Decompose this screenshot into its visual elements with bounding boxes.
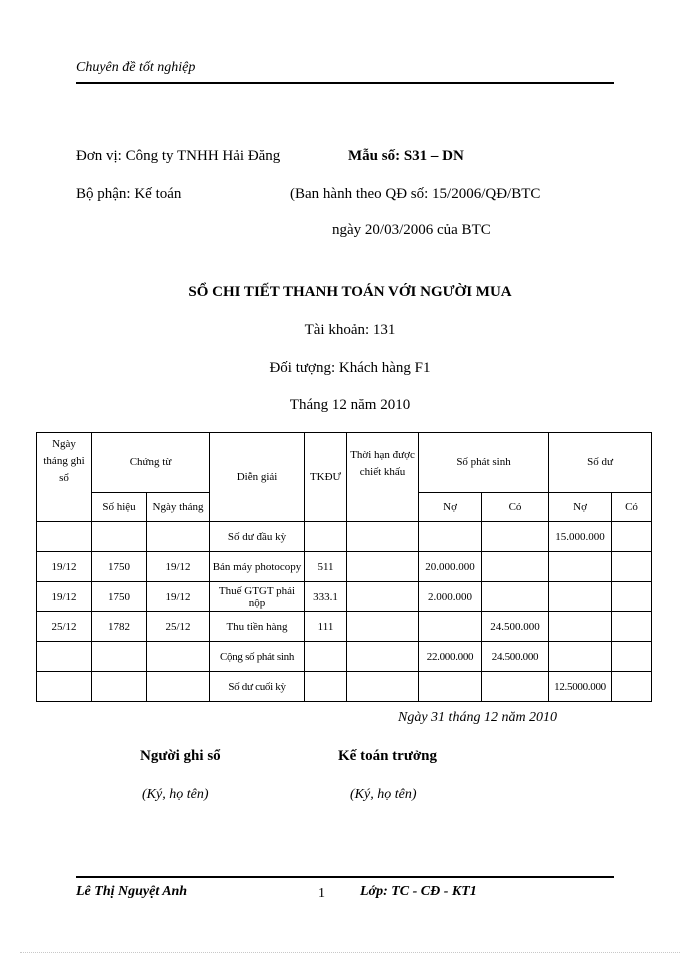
cell-voucher-no: 1750 <box>92 552 147 582</box>
cell-description: Số dư cuối kỳ <box>210 672 305 702</box>
cell-debit: 2.000.000 <box>419 582 482 612</box>
col-header-date: Ngày tháng ghi sổ <box>37 433 92 522</box>
cell-discount-term <box>347 612 419 642</box>
chief-accountant-sign-note: (Ký, họ tên) <box>350 787 417 802</box>
cell-balance-debit: 12.5000.000 <box>549 672 612 702</box>
cell-date <box>37 672 92 702</box>
report-account: Tài khoản: 131 <box>304 322 396 338</box>
cell-balance-credit <box>612 522 652 552</box>
report-subject: Đối tượng: Khách hàng F1 <box>269 360 431 376</box>
cell-description: Số dư đầu kỳ <box>210 522 305 552</box>
document-header-title: Chuyên đề tốt nghiệp <box>76 60 196 75</box>
cell-discount-term <box>347 582 419 612</box>
ledger-table <box>36 432 652 702</box>
cell-description: Cộng số phát sinh <box>210 642 305 672</box>
header-divider <box>76 82 614 84</box>
form-number: Mẫu số: S31 – DN <box>348 148 464 164</box>
cell-voucher-no <box>92 522 147 552</box>
cell-contra-account: 511 <box>305 552 347 582</box>
cell-voucher-date <box>147 522 210 552</box>
cell-balance-credit <box>612 612 652 642</box>
cell-debit: 20.000.000 <box>419 552 482 582</box>
col-header-discount-term: Thời hạn được chiết khấu <box>347 433 419 522</box>
cell-balance-credit <box>612 642 652 672</box>
cell-contra-account <box>305 642 347 672</box>
cell-description: Thu tiền hàng <box>210 612 305 642</box>
cell-discount-term <box>347 672 419 702</box>
cell-date <box>37 522 92 552</box>
cell-balance-debit <box>549 552 612 582</box>
cell-balance-debit <box>549 642 612 672</box>
cell-debit <box>419 672 482 702</box>
cell-credit: 24.500.000 <box>482 612 549 642</box>
issued-by: (Ban hành theo QĐ số: 15/2006/QĐ/BTC <box>290 186 541 202</box>
cell-voucher-no: 1750 <box>92 582 147 612</box>
cell-balance-debit: 15.000.000 <box>549 522 612 552</box>
col-header-voucher-date: Ngày tháng <box>147 493 210 522</box>
table-row-closing <box>37 672 652 702</box>
table-row <box>37 582 652 612</box>
col-header-balance-credit: Có <box>612 493 652 522</box>
table-row <box>37 552 652 582</box>
cell-balance-debit <box>549 612 612 642</box>
cell-debit <box>419 522 482 552</box>
cell-description: Thuế GTGT phải nộp <box>210 582 305 612</box>
cell-date: 19/12 <box>37 582 92 612</box>
col-header-arising: Số phát sinh <box>419 433 549 493</box>
signature-date: Ngày 31 tháng 12 năm 2010 <box>398 710 558 725</box>
col-header-balance-debit: Nợ <box>549 493 612 522</box>
cell-voucher-no: 1782 <box>92 612 147 642</box>
cell-debit: 22.000.000 <box>419 642 482 672</box>
table-row-total <box>37 642 652 672</box>
cell-date: 19/12 <box>37 552 92 582</box>
cell-voucher-date: 19/12 <box>147 552 210 582</box>
table-row <box>37 522 652 552</box>
cell-credit: 24.500.000 <box>482 642 549 672</box>
cell-balance-credit <box>612 582 652 612</box>
cell-contra-account <box>305 672 347 702</box>
cell-balance-credit <box>612 672 652 702</box>
department-label: Bộ phận: Kế toán <box>76 186 182 202</box>
bookkeeper-title: Người ghi sổ <box>140 748 221 764</box>
footer-author: Lê Thị Nguyệt Anh <box>76 884 188 899</box>
cell-description: Bán máy photocopy <box>210 552 305 582</box>
bookkeeper-sign-note: (Ký, họ tên) <box>142 787 209 802</box>
cell-voucher-date: 25/12 <box>147 612 210 642</box>
footer-divider <box>76 876 614 878</box>
col-header-credit: Có <box>482 493 549 522</box>
cell-debit <box>419 612 482 642</box>
col-header-debit: Nợ <box>419 493 482 522</box>
cell-discount-term <box>347 642 419 672</box>
cell-credit <box>482 582 549 612</box>
col-header-balance: Số dư <box>549 433 652 493</box>
cell-voucher-no <box>92 672 147 702</box>
cell-voucher-date <box>147 672 210 702</box>
cell-credit <box>482 552 549 582</box>
cell-date: 25/12 <box>37 612 92 642</box>
report-period: Tháng 12 năm 2010 <box>289 397 411 413</box>
chief-accountant-title: Kế toán trưởng <box>338 748 437 764</box>
page-number: 1 <box>318 886 325 901</box>
col-header-voucher: Chứng từ <box>92 433 210 493</box>
cell-voucher-no <box>92 642 147 672</box>
cell-credit <box>482 522 549 552</box>
cell-voucher-date: 19/12 <box>147 582 210 612</box>
cell-discount-term <box>347 522 419 552</box>
footer-class: Lớp: TC - CĐ - KT1 <box>360 884 477 899</box>
col-header-voucher-no: Số hiệu <box>92 493 147 522</box>
col-header-contra-account: TKĐƯ <box>305 433 347 522</box>
cell-voucher-date <box>147 642 210 672</box>
report-title: SỔ CHI TIẾT THANH TOÁN VỚI NGƯỜI MUA <box>188 284 512 300</box>
col-header-description: Diễn giải <box>210 433 305 522</box>
cell-balance-debit <box>549 582 612 612</box>
cell-contra-account: 333.1 <box>305 582 347 612</box>
cell-contra-account <box>305 522 347 552</box>
cell-credit <box>482 672 549 702</box>
cell-contra-account: 111 <box>305 612 347 642</box>
cell-discount-term <box>347 552 419 582</box>
cell-balance-credit <box>612 552 652 582</box>
issued-date: ngày 20/03/2006 của BTC <box>332 222 491 238</box>
unit-label: Đơn vị: Công ty TNHH Hải Đăng <box>76 148 281 164</box>
table-row <box>37 612 652 642</box>
cell-date <box>37 642 92 672</box>
page-bottom-edge <box>20 952 680 953</box>
